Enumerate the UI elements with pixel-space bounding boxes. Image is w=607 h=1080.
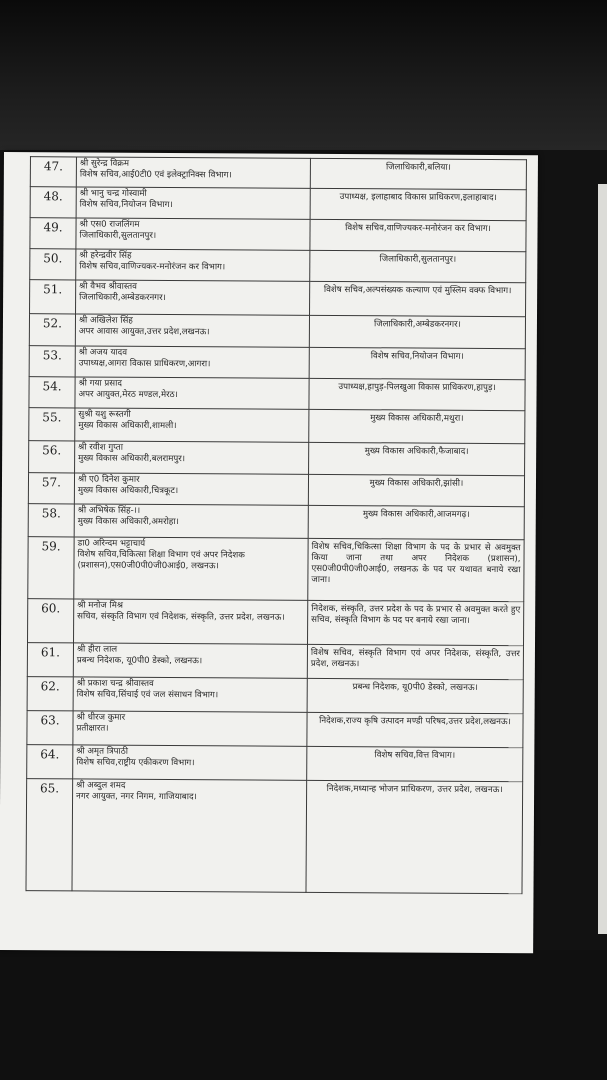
table-row bbox=[27, 643, 523, 680]
new-post: विशेष सचिव,नियोजन विभाग। bbox=[370, 351, 464, 362]
new-post-cell bbox=[306, 780, 523, 893]
serial-number: 58. bbox=[28, 504, 74, 537]
new-post: मुख्य विकास अधिकारी,मथुरा। bbox=[370, 413, 464, 424]
officer-name: श्री हीरा लाल bbox=[76, 644, 118, 655]
current-designation: जिलाधिकारी,सुलतानपुर। bbox=[79, 230, 157, 241]
new-post: उपाध्यक्ष,हापुड़-पिलखुआ विकास प्राधिकरण,हापुड़। bbox=[338, 382, 496, 394]
serial-number: 53. bbox=[29, 346, 75, 377]
table-row bbox=[28, 473, 524, 507]
transfer-table bbox=[25, 156, 526, 894]
officer-cell bbox=[75, 408, 309, 442]
new-post-cell bbox=[309, 347, 525, 379]
new-post-cell bbox=[309, 442, 525, 475]
dark-background-top bbox=[0, 0, 607, 150]
officer-name: श्री अखिलेश सिंह bbox=[78, 315, 133, 326]
serial-number: 62. bbox=[27, 677, 73, 711]
new-post: मुख्य विकास अधिकारी,झांसी। bbox=[369, 478, 464, 489]
current-designation: उपाध्यक्ष,आगरा विकास प्राधिकरण,आगरा। bbox=[78, 358, 211, 370]
officer-cell bbox=[75, 441, 309, 474]
new-post-cell bbox=[309, 409, 525, 443]
new-post: उपाध्यक्ष, इलाहाबाद विकास प्राधिकरण,इलाहाबाद। bbox=[339, 192, 497, 204]
new-post-cell bbox=[310, 281, 526, 316]
table-row bbox=[30, 218, 526, 252]
serial-number: 64. bbox=[27, 745, 73, 779]
table-row bbox=[28, 504, 524, 540]
current-designation: विशेष सचिव,सिंचाई एवं जल संसाधन विभाग। bbox=[76, 689, 219, 701]
officer-cell bbox=[73, 643, 307, 678]
new-post: विशेष सचिव, संस्कृति विभाग एवं अपर निदेशक, संस्कृति, उत्तर प्रदेश, लखनऊ। bbox=[310, 647, 520, 670]
officer-name: श्री मनोज मिश्र bbox=[77, 600, 123, 611]
serial-number: 51. bbox=[30, 280, 76, 314]
officer-cell bbox=[74, 599, 308, 644]
new-post: विशेष सचिव,वाणिज्यकर-मनोरंजन कर विभाग। bbox=[345, 223, 491, 234]
serial-number: 55. bbox=[29, 408, 75, 441]
table-row bbox=[30, 157, 526, 190]
new-post: जिलाधिकारी,अम्बेडकरनगर। bbox=[374, 319, 461, 330]
new-post-cell bbox=[307, 712, 523, 747]
table-row bbox=[29, 408, 525, 444]
officer-cell bbox=[75, 346, 309, 378]
current-designation: जिलाधिकारी,अम्बेडकरनगर। bbox=[79, 292, 166, 303]
officer-cell bbox=[76, 218, 310, 250]
current-designation: मुख्य विकास अधिकारी,चित्रकूट। bbox=[77, 485, 179, 497]
officer-name: डा0 अरिन्दम भट्टाचार्य bbox=[77, 538, 146, 549]
second-page-edge bbox=[598, 184, 607, 934]
officer-name: श्री अभिषेक सिंह-।। bbox=[77, 505, 141, 516]
transfer-table-body bbox=[26, 157, 526, 894]
new-post-cell bbox=[310, 188, 526, 220]
new-post-cell bbox=[310, 158, 526, 189]
table-row bbox=[29, 441, 525, 476]
serial-number: 50. bbox=[30, 249, 76, 280]
serial-number: 61. bbox=[27, 643, 73, 677]
serial-number: 49. bbox=[30, 218, 76, 249]
new-post: मुख्य विकास अधिकारी,फैजाबाद। bbox=[364, 446, 469, 457]
serial-number: 60. bbox=[28, 599, 74, 643]
officer-name: श्री धीरज कुमार bbox=[76, 712, 126, 723]
officer-cell bbox=[75, 377, 309, 409]
current-designation: प्रतीक्षारत। bbox=[76, 723, 109, 734]
officer-cell bbox=[75, 314, 309, 347]
officer-name: श्री गया प्रसाद bbox=[78, 378, 122, 389]
current-designation: विशेष सचिव,चिकित्सा शिक्षा विभाग एवं अपर निदेशक (प्रशासन),एस0जी0पी0जी0आई0, लखनऊ। bbox=[77, 549, 245, 572]
officer-cell bbox=[74, 537, 308, 600]
new-post-cell bbox=[307, 678, 523, 713]
current-designation: प्रबन्ध निदेशक, यू0पी0 डेस्को, लखनऊ। bbox=[76, 655, 203, 667]
officer-cell bbox=[76, 249, 310, 281]
document-sheet bbox=[0, 152, 538, 953]
new-post-cell bbox=[308, 538, 524, 601]
officer-name: श्री सुरेन्द्र विक्रम bbox=[79, 158, 130, 169]
officer-name: श्री रवीश गुप्ता bbox=[78, 442, 123, 453]
officer-cell bbox=[73, 677, 307, 712]
current-designation: अपर आयुक्त,मेरठ मण्डल,मेरठ। bbox=[78, 389, 178, 401]
serial-number: 47. bbox=[30, 157, 76, 187]
new-post-cell bbox=[309, 315, 525, 348]
officer-name: श्री अमृत त्रिपाठी bbox=[76, 746, 129, 757]
serial-number: 57. bbox=[28, 473, 74, 504]
new-post-cell bbox=[307, 644, 523, 679]
officer-name: सुश्री यशु रूस्तगी bbox=[78, 409, 131, 420]
new-post: मुख्य विकास अधिकारी,आजमगढ़। bbox=[362, 509, 470, 520]
new-post-cell bbox=[307, 600, 523, 645]
table-row bbox=[27, 677, 523, 714]
current-designation: मुख्य विकास अधिकारी,बलरामपुर। bbox=[78, 453, 186, 465]
current-designation: विशेष सचिव,वाणिज्यकर-मनोरंजन कर विभाग। bbox=[79, 261, 226, 273]
new-post: निदेशक, संस्कृति, उत्तर प्रदेश के पद के प्रभार से अवमुक्त करते हुए सचिव, संस्कृति विभाग के पद पर बनाये रखा जाना। bbox=[311, 603, 521, 626]
new-post: निदेशक,राज्य कृषि उत्पादन मण्डी परिषद,उत्तर प्रदेश,लखनऊ। bbox=[319, 715, 511, 728]
officer-cell bbox=[73, 745, 307, 780]
table-row bbox=[28, 537, 524, 602]
new-post-cell bbox=[307, 746, 523, 781]
officer-name: श्री ए0 दिनेश कुमार bbox=[77, 474, 140, 485]
officer-name: श्री अब्दुल शमद bbox=[76, 780, 126, 791]
table-row bbox=[30, 280, 526, 317]
officer-cell bbox=[72, 779, 307, 892]
table-row bbox=[29, 377, 525, 411]
officer-name: श्री प्रकाश चन्द्र श्रीवास्तव bbox=[76, 678, 154, 689]
new-post: जिलाधिकारी,सुलतानपुर। bbox=[379, 254, 457, 265]
new-post-cell bbox=[310, 219, 526, 251]
new-post: विशेष सचिव,वित्त विभाग। bbox=[374, 750, 456, 761]
new-post: जिलाधिकारी,बलिया। bbox=[385, 162, 451, 173]
serial-number: 52. bbox=[29, 314, 75, 346]
new-post: निदेशक,मध्यान्ह भोजन प्राधिकरण, उत्तर प्रदेश, लखनऊ। bbox=[326, 783, 503, 796]
new-post-cell bbox=[309, 378, 525, 410]
table-row bbox=[29, 314, 525, 349]
officer-cell bbox=[74, 504, 308, 538]
new-post: प्रबन्ध निदेशक, यू0पी0 डेस्को, लखनऊ। bbox=[352, 682, 478, 693]
table-row bbox=[30, 249, 526, 283]
officer-cell bbox=[76, 157, 310, 188]
table-row bbox=[28, 599, 524, 646]
officer-cell bbox=[76, 280, 310, 315]
table-row bbox=[30, 187, 526, 221]
current-designation: सचिव, संस्कृति विभाग एवं निदेशक, संस्कृति, उत्तर प्रदेश, लखनऊ। bbox=[77, 611, 285, 623]
serial-number: 56. bbox=[29, 441, 75, 473]
current-designation: मुख्य विकास अधिकारी,शामली। bbox=[78, 420, 177, 432]
table-row bbox=[26, 779, 523, 894]
new-post-cell bbox=[310, 250, 526, 282]
current-designation: नगर आयुक्त, नगर निगम, गाजियाबाद। bbox=[76, 791, 197, 803]
officer-name: श्री अजय यादव bbox=[78, 347, 128, 358]
new-post: विशेष सचिव,चिकित्सा शिक्षा विभाग के पद के प्रभार से अवमुक्त किया जाना तथा अपर निदेशक (प्रशासन), एस0जी0पी0जी0आई0, लखनऊ के पद पर यथावत बनाये रखा जाना। bbox=[311, 541, 521, 586]
new-post: विशेष सचिव,अल्पसंख्यक कल्याण एवं मुस्लिम वक्फ विभाग। bbox=[323, 284, 512, 297]
officer-cell bbox=[74, 473, 308, 505]
dark-background-bottom bbox=[0, 950, 607, 1080]
officer-name: श्री एस0 राजलिंगम bbox=[79, 219, 140, 230]
serial-number: 59. bbox=[28, 537, 74, 599]
new-post-cell bbox=[308, 505, 524, 539]
serial-number: 48. bbox=[30, 187, 76, 218]
table-row bbox=[27, 745, 523, 782]
officer-cell bbox=[76, 187, 310, 219]
new-post-cell bbox=[308, 474, 524, 506]
table-row bbox=[29, 346, 525, 380]
current-designation: अपर आवास आयुक्त,उत्तर प्रदेश,लखनऊ। bbox=[78, 326, 210, 338]
officer-name: श्री हरेन्द्रवीर सिंह bbox=[79, 250, 132, 261]
table-row bbox=[27, 711, 523, 748]
officer-cell bbox=[73, 711, 307, 746]
serial-number: 54. bbox=[29, 377, 75, 408]
officer-name: श्री भानु चन्द्र गोस्वामी bbox=[79, 188, 147, 199]
current-designation: विशेष सचिव,आई0टी0 एवं इलेक्ट्रानिक्स विभाग। bbox=[79, 169, 232, 181]
officer-name: श्री वैभव श्रीवास्तव bbox=[79, 281, 137, 292]
current-designation: विशेष सचिव,नियोजन विभाग। bbox=[79, 199, 173, 211]
serial-number: 63. bbox=[27, 711, 73, 745]
current-designation: मुख्य विकास अधिकारी,अमरोहा। bbox=[77, 516, 179, 528]
current-designation: विशेष सचिव,राष्ट्रीय एकीकरण विभाग। bbox=[76, 757, 195, 769]
serial-number: 65. bbox=[26, 779, 73, 891]
